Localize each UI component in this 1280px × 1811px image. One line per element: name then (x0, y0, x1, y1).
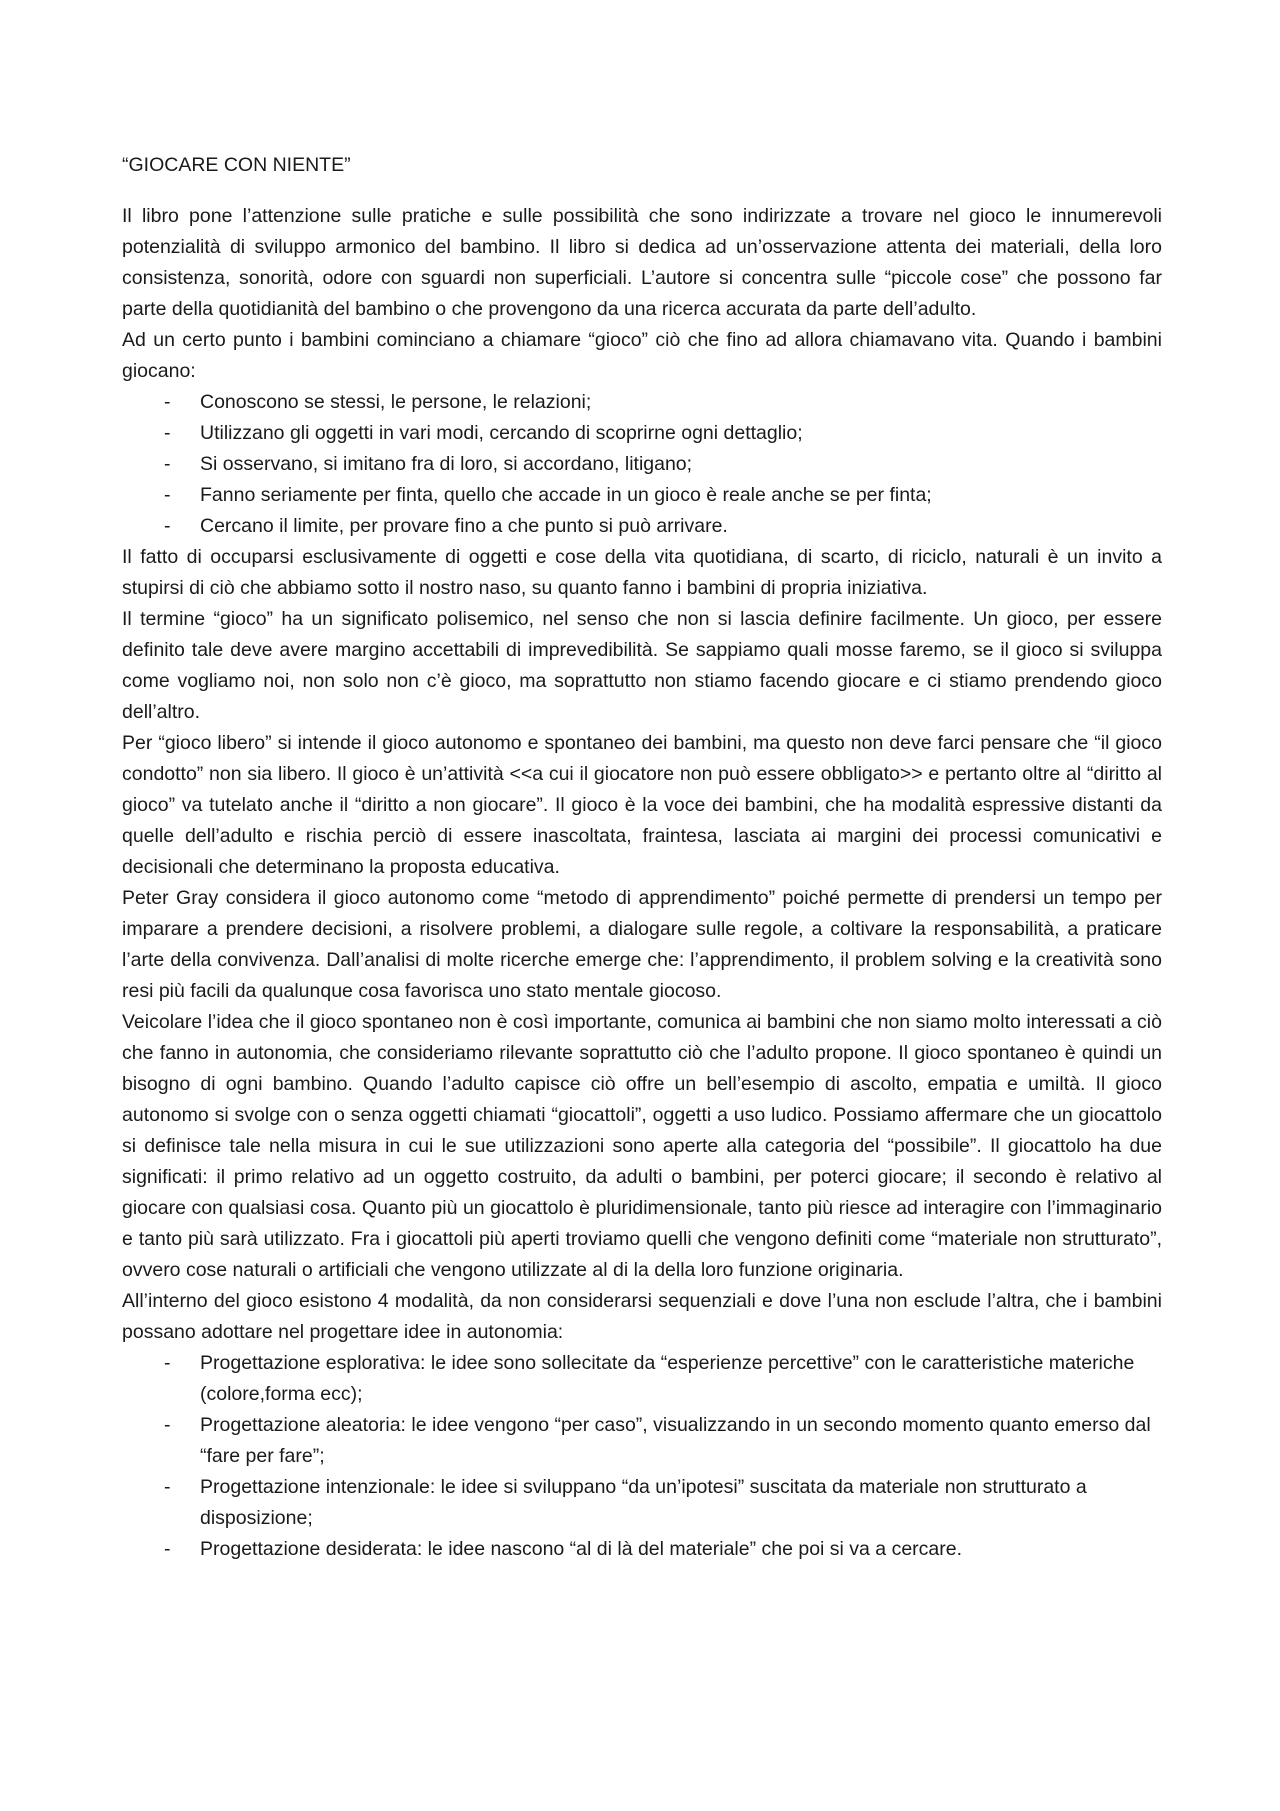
list-item: - Conoscono se stessi, le persone, le relazioni; (122, 387, 1162, 418)
paragraph: Per “gioco libero” si intende il gioco autonomo e spontaneo dei bambini, ma questo non deve farci pensare che “il gioco condotto” non sia libero. Il gioco è un’attività <<a cui il giocatore non può essere obbligato>> e pertanto oltre al “diritto al gioco” va tutelato anche il “diritto a non giocare”. Il gioco è la voce dei bambini, che ha modalità espressive distanti da quelle dell’adulto e rischia perciò di essere inascoltata, fraintesa, lasciata ai margini dei processi comunicativi e decisionali che determinano la proposta educativa. (122, 732, 1162, 878)
list-item: - Utilizzano gli oggetti in vari modi, cercando di scoprirne ogni dettaglio; (122, 418, 1162, 449)
list-item: - Cercano il limite, per provare fino a che punto si può arrivare. (122, 511, 1162, 542)
list-item: - Progettazione aleatoria: le idee vengono “per caso”, visualizzando in un secondo momento quanto emerso dal “fare per fare”; (122, 1410, 1162, 1472)
paragraph: All’interno del gioco esistono 4 modalità, da non considerarsi sequenziali e dove l’una non esclude l’altra, che i bambini possano adottare nel progettare idee in autonomia: (122, 1290, 1162, 1343)
paragraph: Peter Gray considera il gioco autonomo come “metodo di apprendimento” poiché permette di prendersi un tempo per imparare a prendere decisioni, a risolvere problemi, a dialogare sulle regole, a coltivare la responsabilità, a praticare l’arte della convivenza. Dall’analisi di molte ricerche emerge che: l’apprendimento, il problem solving e la creatività sono resi più facili da qualunque cosa favorisca uno stato mentale giocoso. (122, 887, 1162, 1002)
list-item: - Si osservano, si imitano fra di loro, si accordano, litigano; (122, 449, 1162, 480)
paragraph: Ad un certo punto i bambini cominciano a chiamare “gioco” ciò che fino ad allora chiamavano vita. Quando i bambini giocano: (122, 329, 1162, 382)
paragraph: Veicolare l’idea che il gioco spontaneo non è così importante, comunica ai bambini che non siamo molto interessati a ciò che fanno in autonomia, che consideriamo rilevante soprattutto ciò che l’adulto propone. Il gioco spontaneo è quindi un bisogno di ogni bambino. Quando l’adulto capisce ciò offre un bell’esempio di ascolto, empatia e umiltà. Il gioco autonomo si svolge con o senza oggetti chiamati “giocattoli”, oggetti a uso ludico. Possiamo affermare che un giocattolo si definisce tale nella misura in cui le sue utilizzazioni sono aperte alla categoria del “possibile”. Il giocattolo ha due significati: il primo relativo ad un oggetto costruito, da adulti o bambini, per poterci giocare; il secondo è relativo al giocare con qualsiasi cosa. Quanto più un giocattolo è pluridimensionale, tanto più riesce ad interagire con l’immaginario e tanto più sarà utilizzato. Fra i giocattoli più aperti troviamo quelli che vengono definiti come “materiale non strutturato”, ovvero cose naturali o artificiali che vengono utilizzate al di la della loro funzione originaria. (122, 1011, 1162, 1281)
paragraph: Il fatto di occuparsi esclusivamente di oggetti e cose della vita quotidiana, di scarto, di riciclo, naturali è un invito a stupirsi di ciò che abbiamo sotto il nostro naso, su quanto fanno i bambini di propria iniziativa. (122, 546, 1162, 599)
list-item: - Progettazione desiderata: le idee nascono “al di là del materiale” che poi si va a cercare. (122, 1534, 1162, 1565)
document-page (122, 150, 1162, 1565)
bullet-list (122, 1348, 1162, 1565)
list-item: - Progettazione intenzionale: le idee si sviluppano “da un’ipotesi” suscitata da materiale non strutturato a disposizione; (122, 1472, 1162, 1534)
paragraph: Il libro pone l’attenzione sulle pratiche e sulle possibilità che sono indirizzate a trovare nel gioco le innumerevoli potenzialità di sviluppo armonico del bambino. Il libro si dedica ad un’osservazione attenta dei materiali, della loro consistenza, sonorità, odore con sguardi non superficiali. L’autore si concentra sulle “piccole cose” che possono far parte della quotidianità del bambino o che provengono da una ricerca accurata da parte dell’adulto. (122, 205, 1162, 320)
list-item: - Progettazione esplorativa: le idee sono sollecitate da “esperienze percettive” con le caratteristiche materiche (colore,forma ecc); (122, 1348, 1162, 1410)
paragraph: Il termine “gioco” ha un significato polisemico, nel senso che non si lascia definire facilmente. Un gioco, per essere definito tale deve avere margino accettabili di imprevedibilità. Se sappiamo quali mosse faremo, se il gioco si sviluppa come vogliamo noi, non solo non c’è gioco, ma soprattutto non stiamo facendo giocare e ci stiamo prendendo gioco dell’altro. (122, 608, 1162, 723)
document-title: “GIOCARE CON NIENTE” (122, 154, 351, 176)
bullet-list (122, 387, 1162, 542)
list-item: - Fanno seriamente per finta, quello che accade in un gioco è reale anche se per finta; (122, 480, 1162, 511)
